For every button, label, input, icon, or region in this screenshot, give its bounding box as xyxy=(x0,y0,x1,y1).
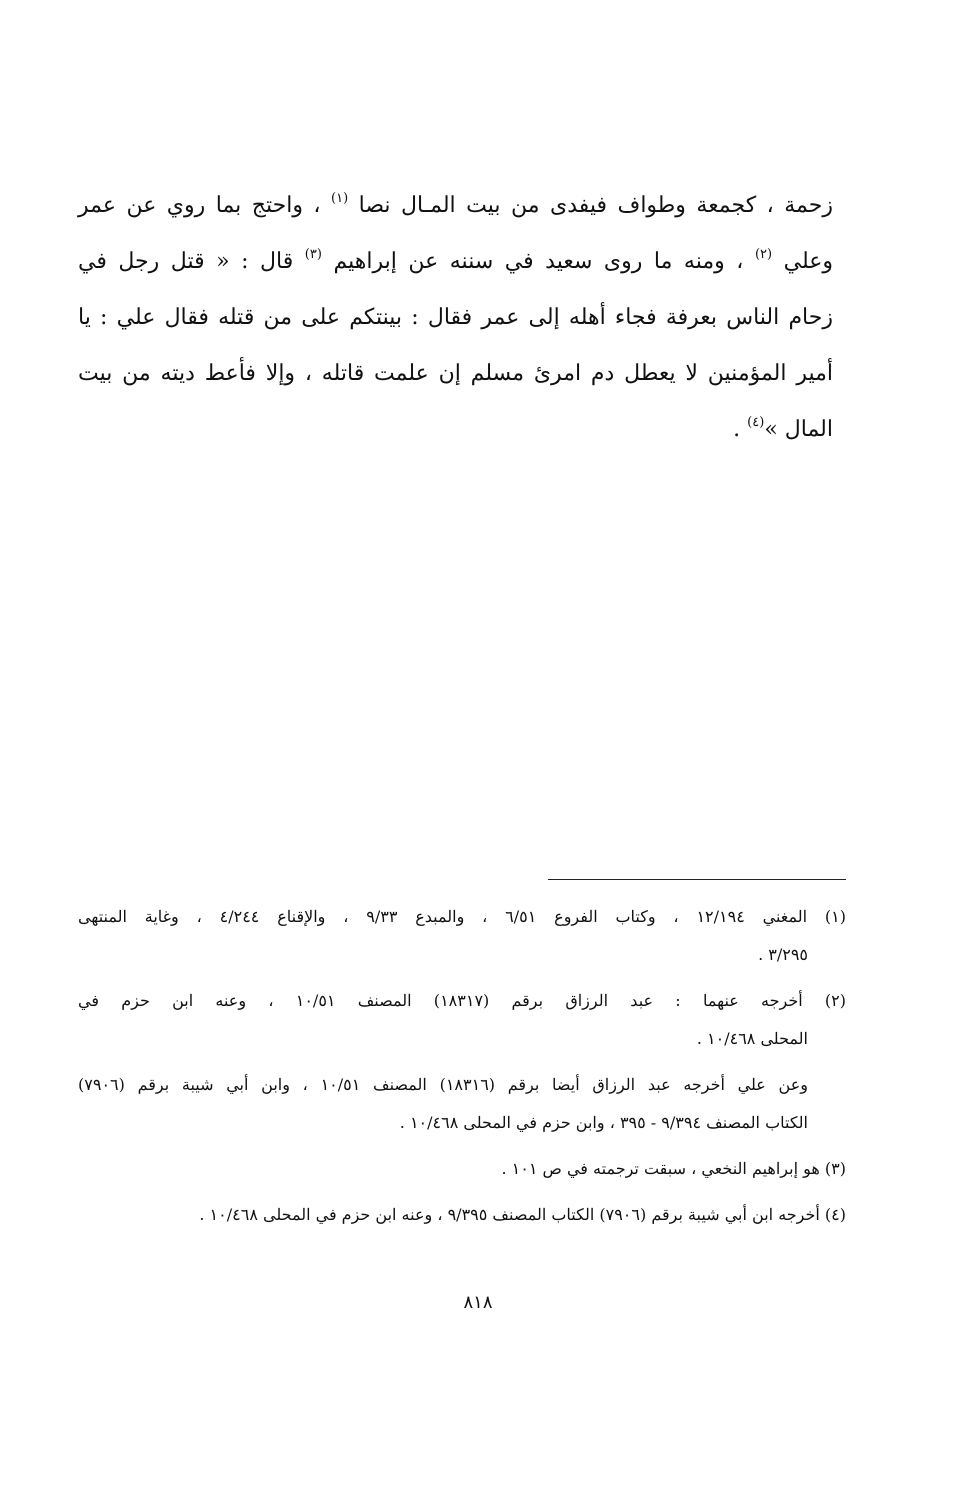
footnote-ref: (١) xyxy=(331,191,349,206)
text-span: . xyxy=(733,417,741,442)
footnote-line: الكتاب المصنف ٩/٣٩٤ - ٣٩٥ ، وابن حزم في المحلى ١٠/٤٦٨ . xyxy=(399,1113,808,1132)
text-line: أمير المؤمنين لا يعطل دم امرئ مسلم إن علمت قاتله ، وإلا فأعط ديته من بيت xyxy=(78,361,833,386)
text-span: زحمة ، كجمعة وطواف فيفدى من بيت المـال نصا xyxy=(358,193,833,218)
text-span: ، ومنه ما روى سعيد في سننه عن إبراهيم xyxy=(333,249,744,274)
text-line xyxy=(78,178,833,234)
text-line: زحام الناس بعرفة فجاء أهله إلى عمر فقال : بينتكم على من قتله فقال علي : يا xyxy=(78,305,833,330)
footnote-line: ٣/٢٩٥ . xyxy=(758,945,808,964)
footnote-line: (٢) أخرجه عنهما : عبد الرزاق برقم (١٨٣١٧) المصنف ١٠/٥١ ، وعنه ابن حزم في xyxy=(78,991,847,1010)
footnotes xyxy=(78,898,846,1234)
footnote-line: (١) المغني ١٢/١٩٤ ، وكتاب الفروع ٦/٥١ ، والمبدع ٩/٣٣ ، والإقناع ٤/٢٤٤ ، وغاية المنتهى xyxy=(78,907,846,926)
footnote-ref: (٣) xyxy=(304,247,322,262)
footnote-line: المحلى ١٠/٤٦٨ . xyxy=(696,1029,808,1048)
footnote-line: (٣) هو إبراهيم النخعي ، سبقت ترجمته في ص ١٠١ . xyxy=(501,1159,846,1178)
footnote-separator xyxy=(548,879,846,880)
footnote-ref: (٢) xyxy=(754,247,773,262)
footnote-line: (٤) أخرجه ابن أبي شيبة برقم (٧٩٠٦) الكتاب المصنف ٩/٣٩٥ ، وعنه ابن حزم في المحلى ١٠/٤٦٨ . xyxy=(199,1205,846,1224)
text-span: ، واحتج بما روي عن عمر xyxy=(78,193,321,218)
text-span: قال : « قتل رجل في xyxy=(78,249,294,274)
footnote-line: وعن علي أخرجه عبد الرزاق أيضا برقم (١٨٣١٦) المصنف ١٠/٥١ ، وابن أبي شيبة برقم (٧٩٠٦) xyxy=(78,1075,809,1094)
main-text xyxy=(78,178,833,458)
text-line xyxy=(78,402,833,458)
text-line xyxy=(78,234,833,290)
text-span: وعلي xyxy=(783,249,833,274)
page-number: ٨١٨ xyxy=(463,1292,493,1313)
text-span: المال » xyxy=(764,417,833,442)
footnote-ref: (٤) xyxy=(747,415,765,430)
